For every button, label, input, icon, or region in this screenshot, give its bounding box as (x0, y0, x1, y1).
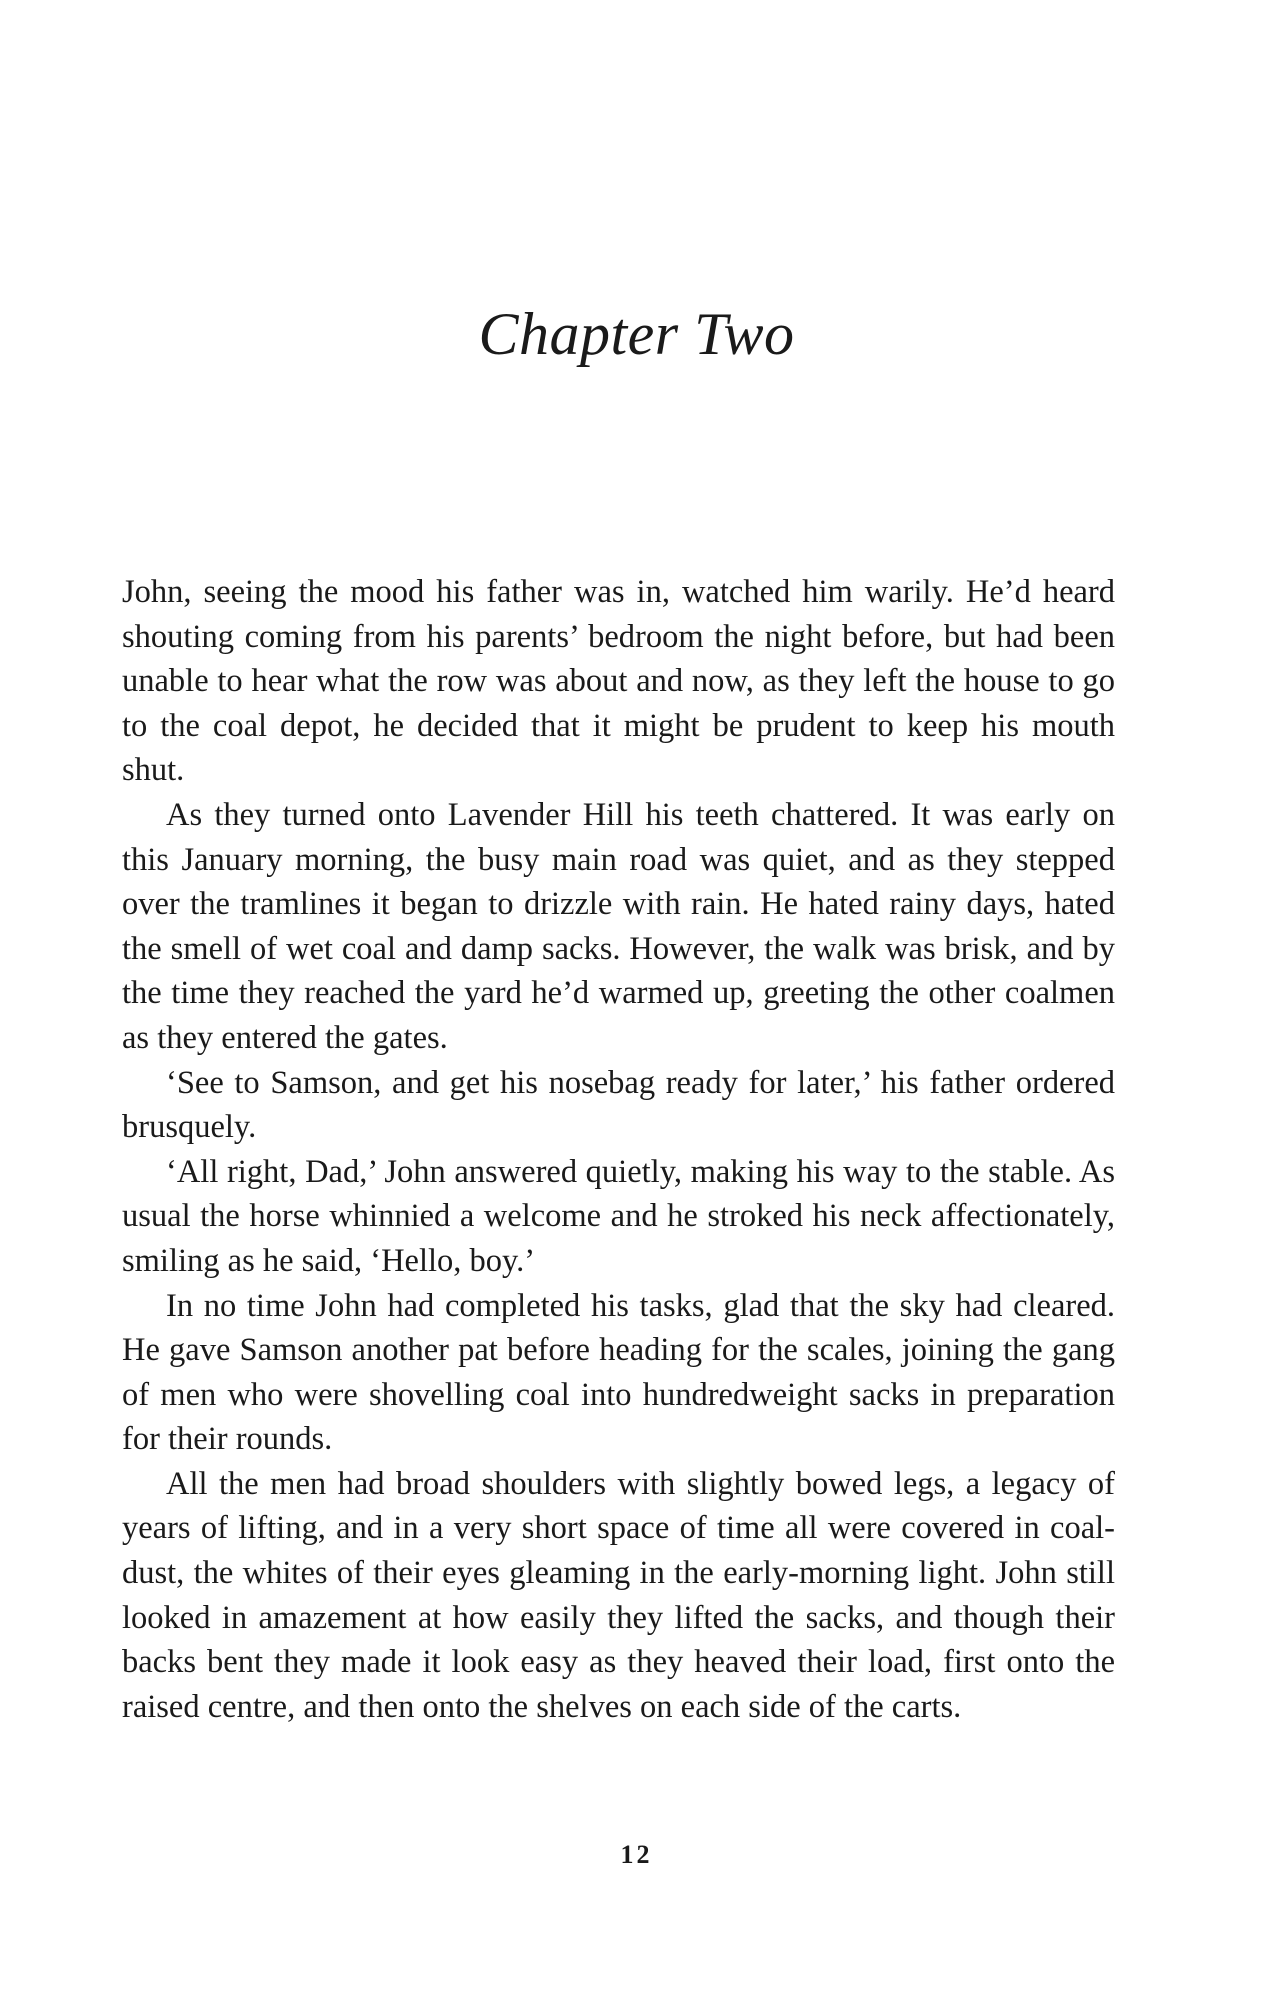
paragraph: All the men had broad shoulders with slightly bowed legs, a legacy of years of lifting, and in a very short space of time all were covered in coal-dust, the whites of their eyes gleaming in the early-morning light. John still looked in amazement at how easily they lifted the sacks, and though their backs bent they made it look easy as they heaved their load, first onto the raised centre, and then onto the shelves on each side of the carts. (122, 1465, 1115, 1725)
page-number: 12 (620, 1840, 653, 1869)
chapter-title: Chapter Two (478, 301, 795, 367)
paragraph: As they turned onto Lavender Hill his teeth chattered. It was early on this January morning, the busy main road was quiet, and as they stepped over the tramlines it began to drizzle with rain. He hated rainy days, hated the smell of wet coal and damp sacks. However, the walk was brisk, and by the time they reached the yard he’d warmed up, greeting the other coalmen as they entered the gates. (122, 796, 1115, 1056)
paragraph: ‘See to Samson, and get his nosebag ready for later,’ his father ordered brusquely. (122, 1064, 1115, 1146)
paragraph: John, seeing the mood his father was in, watched him warily. He’d heard shouting coming from his parents’ bedroom the night before, but had been unable to hear what the row was about and now, as they left the house to go to the coal depot, he decided that it might be prudent to keep his mouth shut. (122, 574, 1115, 789)
chapter-body (122, 570, 1115, 1729)
paragraph: ‘All right, Dad,’ John answered quietly, making his way to the stable. As usual the horse whinnied a welcome and he stroked his neck affectionately, smiling as he said, ‘Hello, boy.’ (122, 1153, 1115, 1279)
paragraph: In no time John had completed his tasks, glad that the sky had cleared. He gave Samson another pat before heading for the scales, joining the gang of men who were shovelling coal into hundredweight sacks in preparation for their rounds. (122, 1287, 1115, 1458)
